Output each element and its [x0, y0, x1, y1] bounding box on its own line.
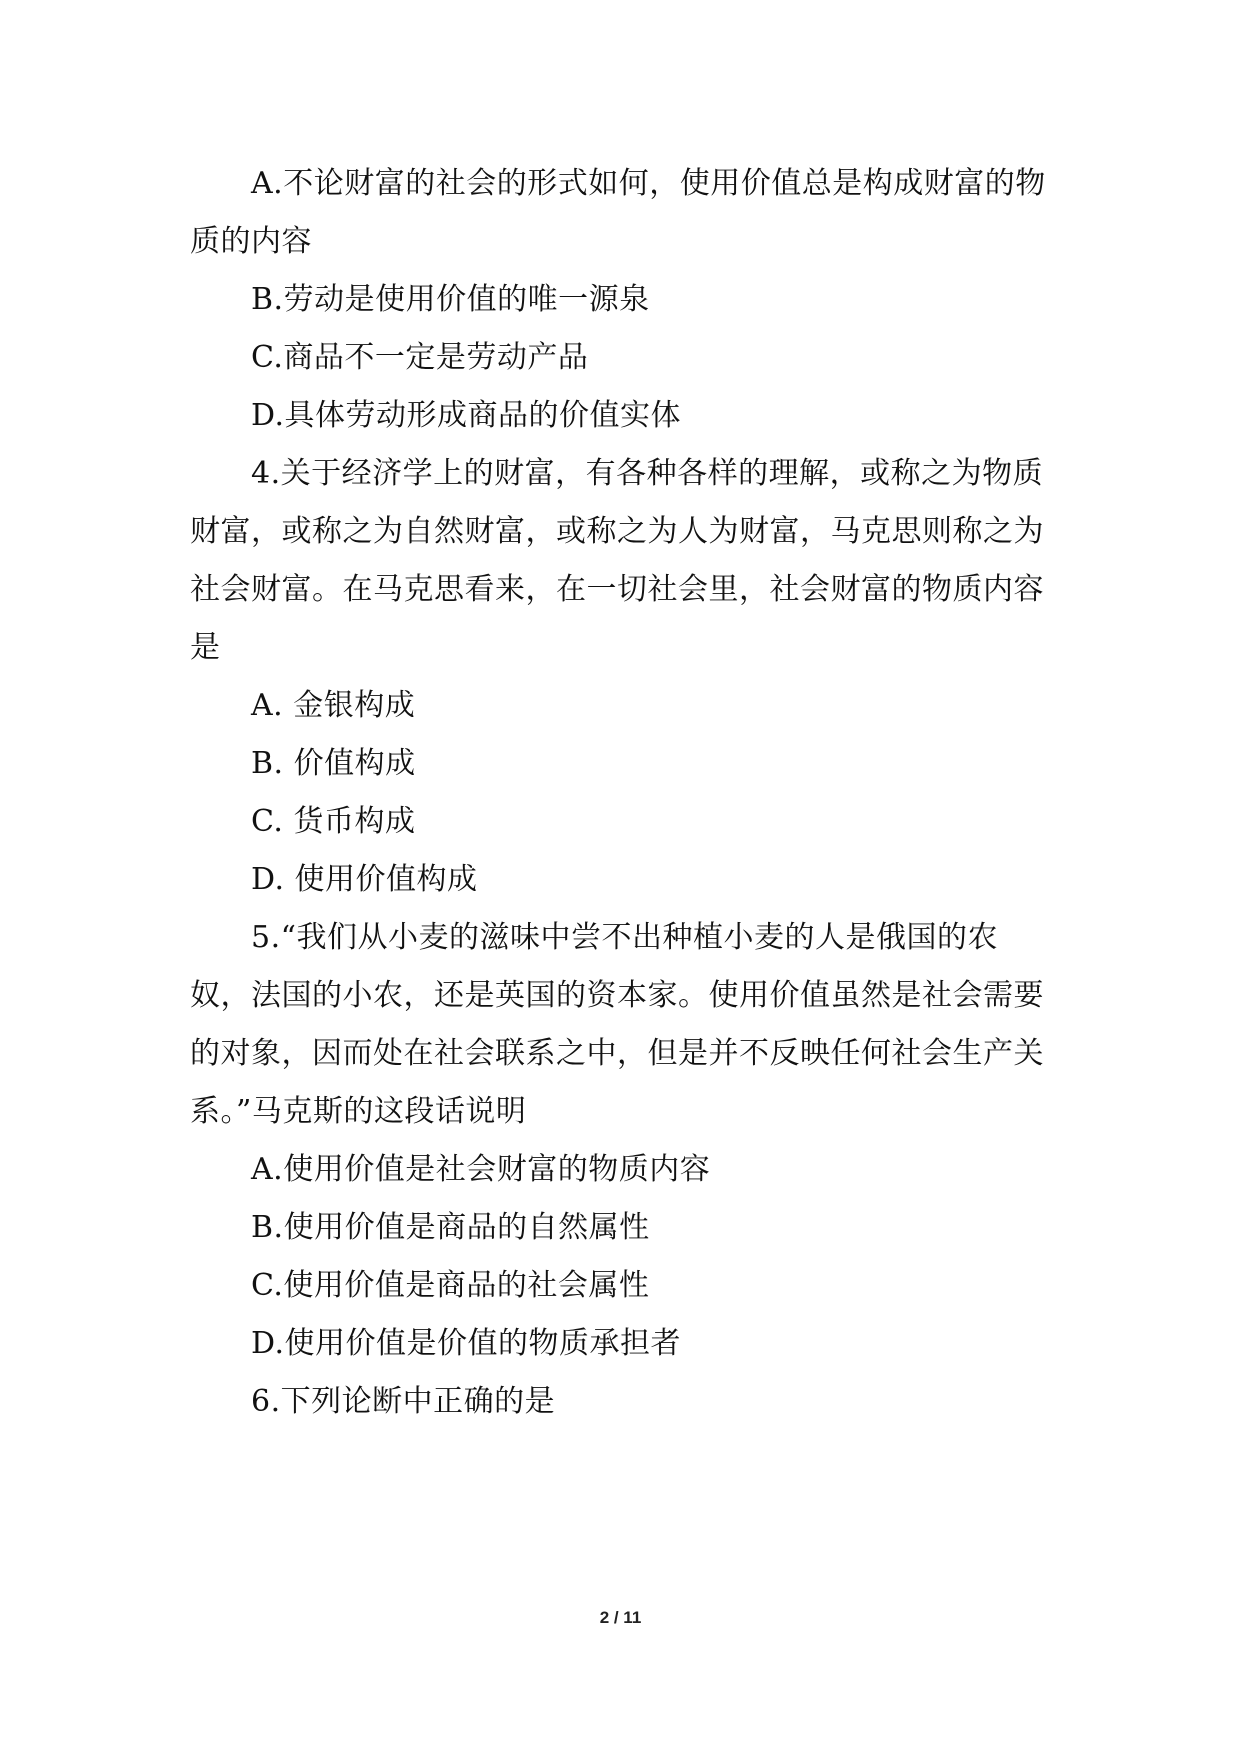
question-4-line-2: 财富，或称之为自然财富，或称之为人为财富，马克思则称之为	[190, 514, 1044, 549]
question-4-line-4: 是	[190, 630, 221, 665]
question-4-line-3: 社会财富。在马克思看来，在一切社会里，社会财富的物质内容	[190, 572, 1044, 607]
question-5-option-c: C.使用价值是商品的社会属性	[251, 1268, 650, 1303]
question-5-line-4: 系。”马克斯的这段话说明	[190, 1094, 527, 1129]
question-3-option-a-line-2: 质的内容	[190, 224, 312, 259]
page-number: 2 / 11	[599, 1608, 642, 1627]
question-5-option-b: B.使用价值是商品的自然属性	[251, 1210, 650, 1245]
question-6-stem: 6.下列论断中正确的是	[251, 1384, 556, 1419]
question-3-option-a-line-1: A.不论财富的社会的形式如何，使用价值总是构成财富的物	[251, 166, 1046, 201]
question-4-line-1: 4.关于经济学上的财富，有各种各样的理解，或称之为物质	[251, 456, 1044, 491]
question-4-option-c: C. 货币构成	[251, 804, 416, 839]
question-5-line-3: 的对象，因而处在社会联系之中，但是并不反映任何社会生产关	[190, 1036, 1044, 1071]
question-3-option-b: B.劳动是使用价值的唯一源泉	[251, 282, 650, 317]
question-5-line-1: 5.“我们从小麦的滋味中尝不出种植小麦的人是俄国的农	[251, 920, 998, 955]
question-4-option-a: A. 金银构成	[251, 688, 416, 723]
question-5-line-2: 奴，法国的小农，还是英国的资本家。使用价值虽然是社会需要	[190, 978, 1044, 1013]
question-4-option-b: B. 价值构成	[251, 746, 416, 781]
question-3-option-d: D.具体劳动形成商品的价值实体	[251, 398, 682, 433]
question-5-option-d: D.使用价值是价值的物质承担者	[251, 1326, 682, 1361]
question-3-option-c: C.商品不一定是劳动产品	[251, 340, 589, 375]
question-5-option-a: A.使用价值是社会财富的物质内容	[251, 1152, 711, 1187]
question-4-option-d: D. 使用价值构成	[251, 862, 478, 897]
